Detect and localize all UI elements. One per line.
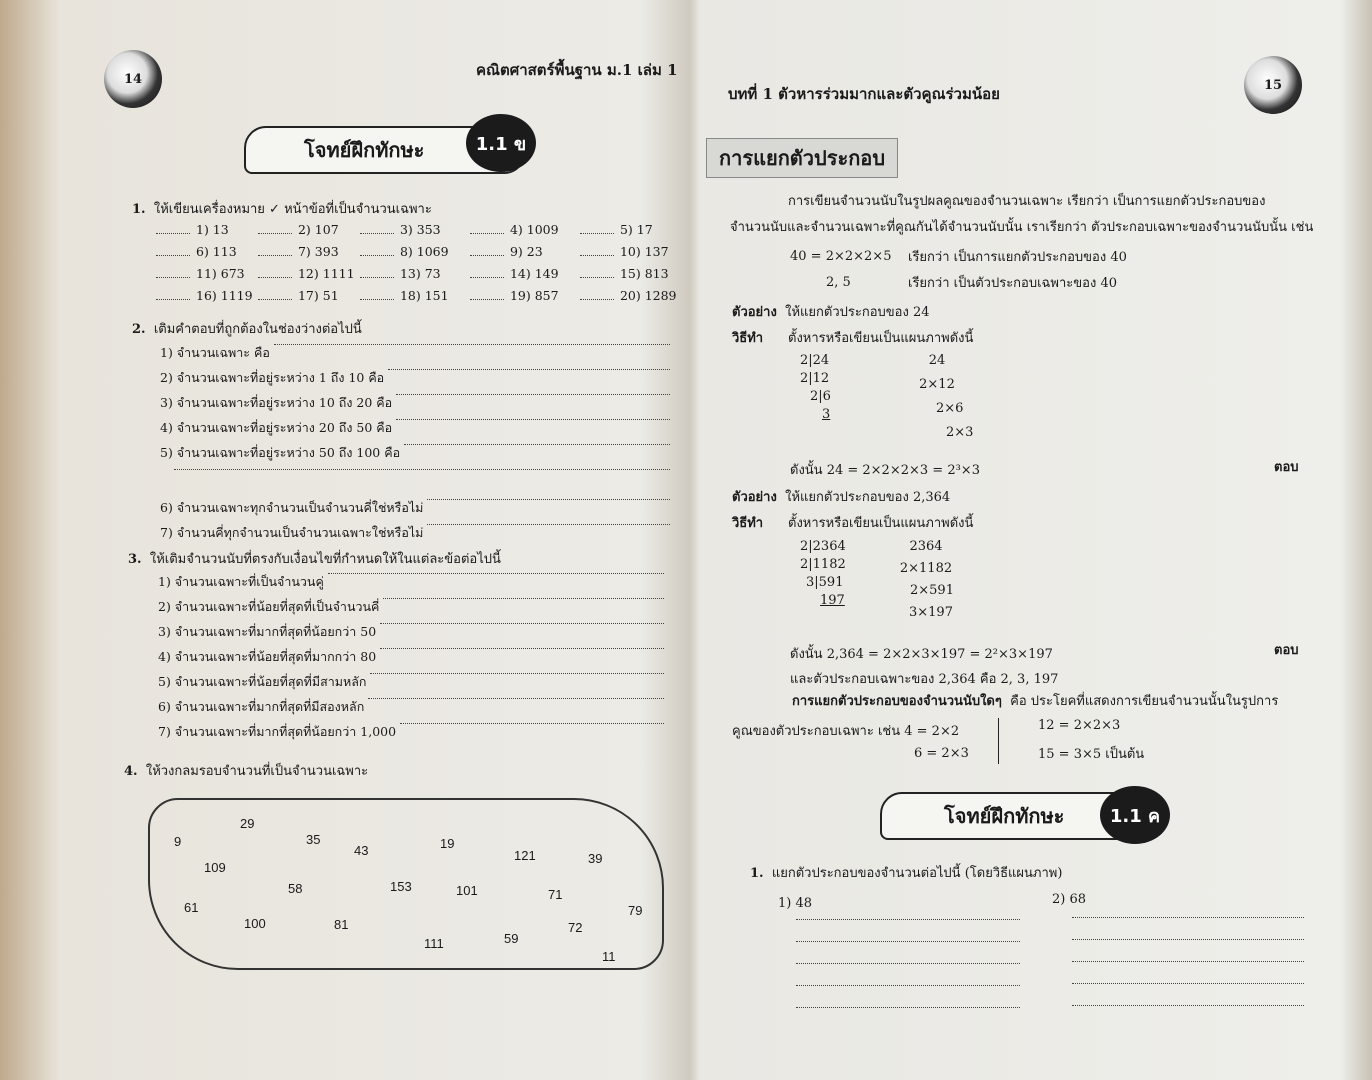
q1-item: 5) 17	[619, 222, 653, 237]
exercise-item-2: 2) 68	[1052, 892, 1087, 907]
answer-line[interactable]	[174, 468, 670, 470]
answer-blank[interactable]	[258, 277, 292, 278]
division-step: 3|591	[806, 575, 844, 590]
example-2	[732, 486, 950, 507]
tree-node: 2×1182	[899, 561, 953, 576]
q1-row	[156, 222, 677, 244]
answer-line[interactable]	[396, 393, 670, 395]
q2-item-text: 7) จำนวนคี่ทุกจำนวนเป็นจำนวนเฉพาะใช่หรือไม่	[160, 525, 424, 540]
q1-item: 17) 51	[297, 288, 339, 303]
question-number: 4.	[124, 764, 138, 779]
question-3	[128, 548, 501, 569]
factors-2364: และตัวประกอบเฉพาะของ 2,364 คือ 2, 3, 197	[790, 672, 1059, 687]
q1-row	[156, 244, 677, 266]
answer-blank[interactable]	[258, 299, 292, 300]
q1-grid	[156, 222, 677, 310]
answer-line[interactable]	[796, 962, 1020, 964]
q2-item	[160, 443, 670, 468]
answer-blank[interactable]	[360, 277, 394, 278]
q3-item-text: 2) จำนวนเฉพาะที่น้อยที่สุดที่เป็นจำนวนคี่	[158, 599, 380, 614]
answer-line[interactable]	[368, 697, 664, 699]
answer-line[interactable]	[796, 984, 1020, 986]
q1-item: 19) 857	[509, 288, 559, 303]
question-1	[132, 198, 432, 219]
example-label: ตัวอย่าง	[732, 305, 777, 320]
q2-item-text: 3) จำนวนเฉพาะที่อยู่ระหว่าง 10 ถึง 20 คือ	[160, 395, 393, 410]
q3-item	[158, 572, 664, 597]
answer-blank[interactable]	[580, 299, 614, 300]
question-number: 1.	[750, 866, 764, 881]
answer-blank[interactable]	[360, 255, 394, 256]
q3-item	[158, 647, 664, 672]
example-40-description: เรียกว่า เป็นการแยกตัวประกอบของ 40	[908, 250, 1127, 265]
q3-item	[158, 672, 664, 697]
number-option[interactable]: 19	[440, 836, 455, 851]
answer-line[interactable]	[396, 418, 670, 420]
method-1	[732, 327, 973, 348]
page-number-text: 14	[123, 71, 143, 87]
badge-text: 1.1 ข	[475, 133, 527, 155]
number-option[interactable]: 71	[548, 887, 563, 902]
tree-node: 2364	[909, 539, 943, 554]
divider	[998, 718, 999, 764]
q2-item	[160, 418, 670, 443]
answer-line[interactable]	[380, 622, 664, 624]
definition-text: คือ ประโยคที่แสดงการเขียนจำนวนนั้นในรูปการ	[1010, 694, 1279, 709]
q2-item-text: 4) จำนวนเฉพาะที่อยู่ระหว่าง 20 ถึง 50 คือ	[160, 420, 393, 435]
number-option[interactable]: 72	[568, 920, 583, 935]
q3-item	[158, 722, 664, 747]
division-step: 2|6	[810, 389, 831, 404]
q2-item-text: 2) จำนวนเฉพาะที่อยู่ระหว่าง 1 ถึง 10 คือ	[160, 370, 385, 385]
q2-items	[160, 343, 670, 548]
q1-item: 3) 353	[399, 222, 441, 237]
method-2	[732, 512, 973, 533]
answer-blank[interactable]	[580, 255, 614, 256]
answer-blank[interactable]	[156, 277, 190, 278]
question-4	[124, 760, 368, 781]
answer-line[interactable]	[796, 918, 1020, 920]
answer-line[interactable]	[400, 722, 664, 724]
answer-blank[interactable]	[156, 233, 190, 234]
answer-blank[interactable]	[470, 255, 504, 256]
answer-blank[interactable]	[580, 233, 614, 234]
question-number: 2.	[132, 322, 146, 337]
page-number-text: 15	[1263, 77, 1283, 93]
q3-item-text: 1) จำนวนเฉพาะที่เป็นจำนวนคู่	[158, 574, 324, 589]
number-option[interactable]: 100	[244, 916, 266, 931]
intro-line-2: จำนวนนับและจำนวนเฉพาะที่คูณกันได้จำนวนนับนั้น เราเรียกว่า ตัวประกอบเฉพาะของจำนวนนับนั้น เช่น	[730, 220, 1314, 235]
q1-item: 9) 23	[509, 244, 543, 259]
method-text: ตั้งหารหรือเขียนเป็นแผนภาพดังนี้	[788, 331, 974, 346]
answer-blank[interactable]	[156, 255, 190, 256]
badge-text: 1.1 ค	[1109, 805, 1161, 827]
q1-item: 12) 1111	[297, 266, 355, 281]
tree-node: 3×197	[909, 605, 953, 620]
answer-line[interactable]	[380, 647, 664, 649]
definition-line-1	[792, 690, 1278, 711]
division-ladder-24	[800, 352, 831, 424]
tree-node: 2×6	[936, 401, 964, 416]
q1-item: 11) 673	[196, 266, 245, 281]
q1-item: 14) 149	[509, 266, 559, 281]
answer-line[interactable]	[1072, 916, 1304, 918]
q1-item: 6) 113	[196, 244, 237, 259]
answer-blank[interactable]	[580, 277, 614, 278]
q2-item-text: 5) จำนวนเฉพาะที่อยู่ระหว่าง 50 ถึง 100 คือ	[160, 445, 401, 460]
number-option[interactable]: 109	[204, 860, 226, 875]
conclusion-2364: ดังนั้น 2,364 = 2×2×3×197 = 2²×3×197	[790, 647, 1053, 662]
answer-blank[interactable]	[470, 233, 504, 234]
example-12: 12 = 2×2×3	[1038, 718, 1121, 733]
example-text: ให้แยกตัวประกอบของ 2,364	[785, 490, 951, 505]
q3-item-text: 7) จำนวนเฉพาะที่มากที่สุดที่น้อยกว่า 1,000	[158, 724, 397, 739]
method-label: วิธีทำ	[732, 331, 764, 346]
answer-line[interactable]	[1072, 960, 1304, 962]
example-15: 15 = 3×5 เป็นต้น	[1038, 747, 1145, 762]
q1-item: 2) 107	[297, 222, 339, 237]
q3-item	[158, 697, 664, 722]
left-page	[48, 0, 688, 1080]
question-number: 3.	[128, 552, 142, 567]
answer-lines-2	[1072, 916, 1304, 1006]
q2-item-text: 1) จำนวนเฉพาะ คือ	[160, 345, 270, 360]
section-title: การแยกตัวประกอบ	[706, 138, 898, 178]
example-40-factors: 2, 5	[826, 275, 851, 290]
q1-item: 7) 393	[297, 244, 339, 259]
question-text: เติมคำตอบที่ถูกต้องในช่องว่างต่อไปนี้	[153, 322, 362, 337]
answer-label: ตอบ	[1274, 460, 1299, 475]
example-1	[732, 301, 929, 322]
factor-tree-2364	[896, 538, 956, 622]
q3-item	[158, 597, 664, 622]
number-option[interactable]: 81	[334, 917, 349, 932]
answer-blank[interactable]	[258, 255, 292, 256]
answer-line[interactable]	[404, 443, 670, 445]
example-40-equation: 40 = 2×2×2×5	[790, 249, 892, 264]
answer-blank[interactable]	[258, 233, 292, 234]
question-text: ให้เขียนเครื่องหมาย ✓ หน้าข้อที่เป็นจำนวนเฉพาะ	[153, 202, 432, 217]
method-text: ตั้งหารหรือเขียนเป็นแผนภาพดังนี้	[788, 516, 974, 531]
q1-item: 10) 137	[619, 244, 669, 259]
answer-line[interactable]	[383, 597, 664, 599]
q2-item	[160, 368, 670, 393]
division-step: 2|1182	[800, 557, 846, 572]
q1-row	[156, 288, 677, 310]
number-option[interactable]: 61	[184, 900, 199, 915]
exercise-question-1	[750, 862, 1062, 883]
answer-blank[interactable]	[156, 299, 190, 300]
q1-item: 4) 1009	[509, 222, 559, 237]
q1-item: 16) 1119	[196, 288, 253, 303]
exercise-badge	[1100, 786, 1170, 844]
division-step: 2|2364	[800, 539, 846, 554]
q3-items	[158, 572, 664, 747]
q1-row	[156, 266, 677, 288]
answer-label: ตอบ	[1274, 643, 1299, 658]
answer-line[interactable]	[1072, 938, 1304, 940]
question-text: ให้วงกลมรอบจำนวนที่เป็นจำนวนเฉพาะ	[145, 764, 369, 779]
q3-item-text: 3) จำนวนเฉพาะที่มากที่สุดที่น้อยกว่า 50	[158, 624, 377, 639]
number-option[interactable]: 9	[174, 834, 182, 849]
q1-item: 8) 1069	[399, 244, 449, 259]
extra-answer-row	[160, 468, 670, 498]
answer-blank[interactable]	[470, 277, 504, 278]
tree-node: 2×591	[910, 583, 954, 598]
number-option[interactable]: 39	[588, 851, 603, 866]
q2-item-text: 6) จำนวนเฉพาะทุกจำนวนเป็นจำนวนคี่ใช่หรือไม่	[160, 500, 424, 515]
page-header-right: บทที่ 1 ตัวหารร่วมมากและตัวคูณร่วมน้อย	[728, 85, 1000, 103]
number-option[interactable]: 11	[602, 949, 616, 964]
factor-tree-24	[912, 352, 974, 442]
q1-item: 13) 73	[399, 266, 441, 281]
answer-line[interactable]	[1072, 1004, 1304, 1006]
exercise-badge	[466, 114, 536, 172]
page-number-left	[104, 50, 162, 108]
answer-line[interactable]	[274, 343, 670, 345]
q2-item	[160, 393, 670, 418]
number-option[interactable]: 29	[240, 816, 255, 831]
number-option[interactable]: 111	[424, 936, 444, 951]
tree-node: 24	[928, 353, 946, 368]
answer-line[interactable]	[370, 672, 664, 674]
answer-blank[interactable]	[470, 299, 504, 300]
number-option[interactable]: 79	[628, 903, 643, 918]
q2-item	[160, 523, 670, 548]
answer-line[interactable]	[796, 940, 1020, 942]
answer-line[interactable]	[328, 572, 664, 574]
number-option[interactable]: 101	[456, 883, 478, 898]
q1-item: 1) 13	[196, 222, 229, 237]
answer-blank[interactable]	[360, 233, 394, 234]
question-2	[132, 318, 362, 339]
q3-item-text: 5) จำนวนเฉพาะที่น้อยที่สุดที่มีสามหลัก	[158, 674, 367, 689]
banner-title: โจทย์ฝึกทักษะ	[944, 804, 1065, 828]
definition-line-2: คูณของตัวประกอบเฉพาะ เช่น 4 = 2×2	[732, 724, 960, 739]
division-result: 197	[820, 593, 845, 608]
number-option[interactable]: 121	[514, 848, 536, 863]
answer-line[interactable]	[796, 1006, 1020, 1008]
example-label: ตัวอย่าง	[732, 490, 777, 505]
answer-line[interactable]	[427, 498, 670, 500]
conclusion-24: ดังนั้น 24 = 2×2×2×3 = 2³×3	[790, 463, 980, 478]
page-number-right	[1244, 56, 1302, 114]
q3-item-text: 6) จำนวนเฉพาะที่มากที่สุดที่มีสองหลัก	[158, 699, 365, 714]
example-text: ให้แยกตัวประกอบของ 24	[785, 305, 930, 320]
answer-line[interactable]	[1072, 982, 1304, 984]
division-step: 2|12	[800, 371, 830, 386]
question-number: 1.	[132, 202, 146, 217]
division-step: 2|24	[800, 353, 830, 368]
intro-line-1: การเขียนจำนวนนับในรูปผลคูณของจำนวนเฉพาะ เรียกว่า เป็นการแยกตัวประกอบของ	[788, 194, 1266, 209]
tree-node: 2×3	[946, 425, 974, 440]
q3-item-text: 4) จำนวนเฉพาะที่น้อยที่สุดที่มากกว่า 80	[158, 649, 377, 664]
q2-item	[160, 498, 670, 523]
q3-item	[158, 622, 664, 647]
q1-item: 20) 1289	[619, 288, 677, 303]
number-option[interactable]: 58	[288, 881, 303, 896]
number-option[interactable]: 43	[354, 843, 369, 858]
right-page	[700, 0, 1340, 1080]
answer-line[interactable]	[427, 523, 670, 525]
question-text: แยกตัวประกอบของจำนวนต่อไปนี้ (โดยวิธีแผนภาพ)	[771, 866, 1063, 881]
answer-line[interactable]	[388, 368, 670, 370]
method-label: วิธีทำ	[732, 516, 764, 531]
question-text: ให้เติมจำนวนนับที่ตรงกับเงื่อนไขที่กำหนดให้ในแต่ละข้อต่อไปนี้	[149, 552, 501, 567]
number-option[interactable]: 35	[306, 832, 321, 847]
number-option[interactable]: 59	[504, 931, 519, 946]
definition-term: การแยกตัวประกอบของจำนวนนับใดๆ	[792, 694, 1002, 709]
answer-lines-1	[796, 918, 1020, 1008]
tree-node: 2×12	[919, 377, 955, 392]
page-header-left: คณิตศาสตร์พื้นฐาน ม.1 เล่ม 1	[476, 61, 678, 79]
example-6: 6 = 2×3	[914, 746, 969, 761]
answer-blank[interactable]	[360, 299, 394, 300]
q2-item	[160, 343, 670, 368]
q1-item: 15) 813	[619, 266, 669, 281]
banner-title: โจทย์ฝึกทักษะ	[304, 138, 425, 162]
q1-item: 18) 151	[399, 288, 449, 303]
division-ladder-2364	[800, 538, 846, 610]
exercise-item-1: 1) 48	[778, 896, 813, 911]
division-result: 3	[822, 407, 831, 422]
number-option[interactable]: 153	[390, 879, 412, 894]
example-40-factors-description: เรียกว่า เป็นตัวประกอบเฉพาะของ 40	[908, 276, 1117, 291]
